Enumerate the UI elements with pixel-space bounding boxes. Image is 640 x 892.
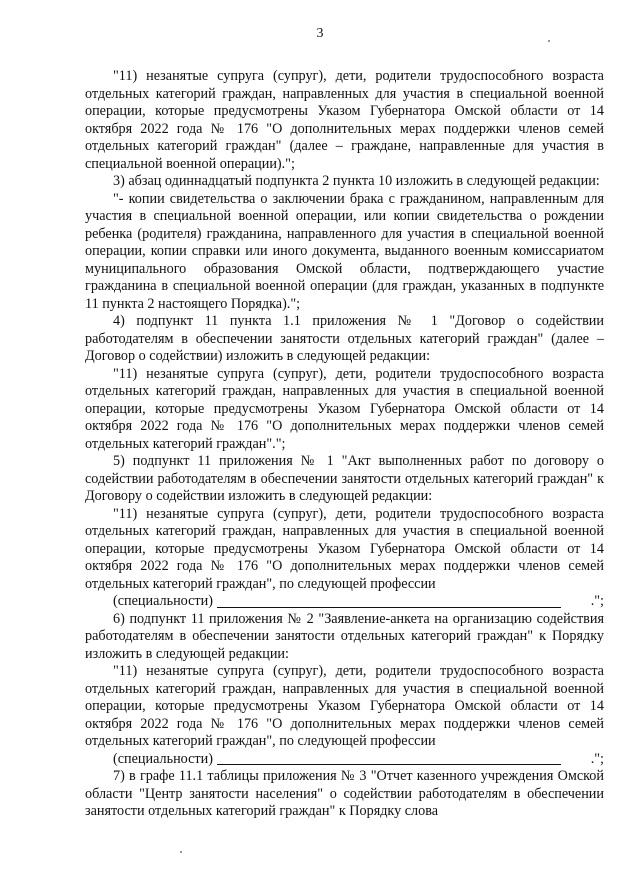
paragraph-quote-11-fourth: "11) незанятые супруга (супруг), дети, родители трудоспособного возраста отдельных категорий граждан, направленных для участия в специальной военной операции, которые предусмотрены Указом Губернатора Омской области от 14 октября 2022 года № 176 "О дополнительных мерах поддержки членов семей отдельных категорий граждан", по следующей профессии xyxy=(85,663,604,749)
blank-rule xyxy=(217,606,561,608)
blank-ending: ."; xyxy=(590,750,604,767)
specialty-blank-line-1 xyxy=(85,593,604,611)
paragraph-quote-11-third: "11) незанятые супруга (супруг), дети, родители трудоспособного возраста отдельных категорий граждан, направленных для участия в специальной военной операции, которые предусмотрены Указом Губернатора Омской области от 14 октября 2022 года № 176 "О дополнительных мерах поддержки членов семей отдельных категорий граждан", по следующей профессии xyxy=(85,505,604,592)
paragraph-item-3: 3) абзац одиннадцатый подпункта 2 пункта 10 изложить в следующей редакции: xyxy=(113,173,600,189)
paragraph-item-6: 6) подпункт 11 приложения № 2 "Заявление-анкета на организацию содействия работодателям в обеспечении занятости отдельных категорий граждан" к Порядку изложить в следующей редакции: xyxy=(85,610,604,662)
blank-ending: ."; xyxy=(590,593,604,609)
paragraph-quote-11-first: "11) незанятые супруга (супруг), дети, родители трудоспособного возраста отдельных категорий граждан, направленных для участия в специальной военной операции, которые предусмотрены Указом Губернатора Омской области от 14 октября 2022 года № 176 "О дополнительных мерах поддержки членов семей отдельных категорий граждан" (далее – граждане, направленные для участия в специальной военной операции)."; xyxy=(85,68,604,172)
specialty-label: (специальности) xyxy=(113,593,213,609)
page-number: 3 xyxy=(316,26,324,41)
document-body xyxy=(85,68,604,821)
scan-speck xyxy=(548,40,550,42)
specialty-blank-line-2 xyxy=(85,751,604,769)
blank-rule xyxy=(217,763,561,765)
paragraph-quote-11-second: "11) незанятые супруга (супруг), дети, родители трудоспособного возраста отдельных категорий граждан, направленных для участия в специальной военной операции, которые предусмотрены Указом Губернатора Омской области от 14 октября 2022 года № 176 "О дополнительных мерах поддержки членов семей отдельных категорий граждан"."; xyxy=(85,365,604,452)
specialty-label: (специальности) xyxy=(113,750,213,767)
paragraph-quote-documents: "- копии свидетельства о заключении брака с гражданином, направленным для участия в специальной военной операции, или копии свидетельства о рождении ребенка (родителя) гражданина, направленного для участия в специальной военной операции, копии справки или иного документа, выданного военным комиссариатом муниципального образования Омской области, подтверждающего участие гражданина в специальной военной операции (для граждан, указанных в подпункте 11 пункта 2 настоящего Порядка)."; xyxy=(85,190,604,312)
paragraph-item-7: 7) в графе 11.1 таблицы приложения № 3 "Отчет казенного учреждения Омской области "Центр занятости населения" о содействии работодателям в обеспечении занятости отдельных категорий граждан" к Порядку слова xyxy=(85,768,604,819)
paragraph-item-5: 5) подпункт 11 приложения № 1 "Акт выполненных работ по договору о содействии работодателям в обеспечении занятости отдельных категорий граждан" к Договору о содействии изложить в следующей редакции: xyxy=(85,453,604,504)
paragraph-item-4: 4) подпункт 11 пункта 1.1 приложения № 1 "Договор о содействии работодателям в обеспечении занятости отдельных категорий граждан" (далее – Договор о содействии) изложить в следующей редакции: xyxy=(85,313,604,364)
scan-speck xyxy=(180,851,182,853)
